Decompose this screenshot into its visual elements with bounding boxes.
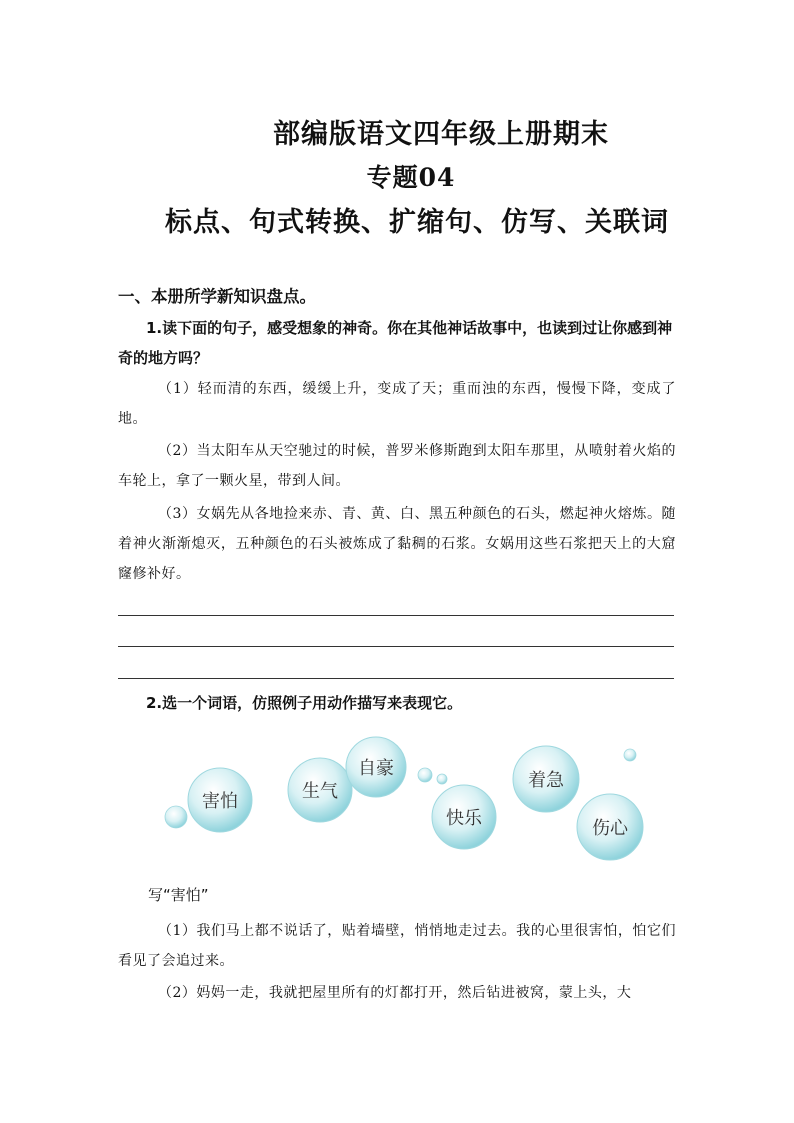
section-heading: 一、本册所学新知识盘点。: [118, 287, 316, 306]
example-item-1: （1）我们马上都不说话了，贴着墙壁，悄悄地走过去。我的心里很害怕，怕它们看见了会追过来。: [118, 923, 676, 969]
document-subtitle: 专题04: [366, 163, 456, 192]
question-1-item-2: （2）当太阳车从天空驰过的时候，普罗米修斯跑到太阳车那里，从喷射着火焰的车轮上，拿了一颗火星，带到人间。: [118, 443, 676, 489]
example-label: 写“害怕”: [148, 886, 209, 904]
bubble-word-label: 着急: [528, 770, 564, 791]
document-topic: 标点、句式转换、扩缩句、仿写、关联词: [165, 207, 669, 238]
answer-line-3[interactable]: [118, 678, 674, 679]
answer-line-1[interactable]: [118, 615, 674, 616]
small-bubble-decoration: [437, 774, 447, 784]
bubble-word-5: [513, 746, 579, 812]
word-bubbles-illustration: [150, 725, 650, 865]
bubble-word-2: [288, 758, 352, 822]
small-bubble-decoration: [165, 806, 187, 828]
bubble-word-3: [346, 737, 406, 797]
bubble-word-label: 自豪: [358, 758, 394, 779]
answer-line-2[interactable]: [118, 646, 674, 647]
bubble-word-label: 生气: [302, 781, 338, 802]
bubble-word-label: 害怕: [202, 791, 238, 812]
bubble-word-1: [188, 768, 252, 832]
question-1-item-3: （3）女娲先从各地捡来赤、青、黄、白、黑五种颜色的石头，燃起神火熔炼。随着神火渐渐熄灭，五种颜色的石头被炼成了黏稠的石浆。女娲用这些石浆把天上的大窟窿修补好。: [118, 506, 676, 582]
bubble-word-6: [577, 794, 643, 860]
question-1-item-1: （1）轻而清的东西，缓缓上升，变成了天；重而浊的东西，慢慢下降，变成了地。: [118, 381, 676, 427]
small-bubble-decoration: [418, 768, 432, 782]
bubble-word-4: [432, 785, 496, 849]
document-title: 部编版语文四年级上册期末: [273, 119, 609, 150]
question-1-prompt: 1.读下面的句子，感受想象的神奇。你在其他神话故事中，也读到过让你感到神奇的地方吗？: [118, 319, 673, 367]
small-bubble-decoration: [624, 749, 636, 761]
question-2-prompt: 2.选一个词语，仿照例子用动作描写来表现它。: [146, 694, 463, 712]
bubble-word-label: 快乐: [446, 808, 482, 829]
bubble-word-label: 伤心: [592, 818, 628, 839]
example-item-2: （2）妈妈一走，我就把屋里所有的灯都打开，然后钻进被窝，蒙上头，大: [158, 985, 632, 1001]
